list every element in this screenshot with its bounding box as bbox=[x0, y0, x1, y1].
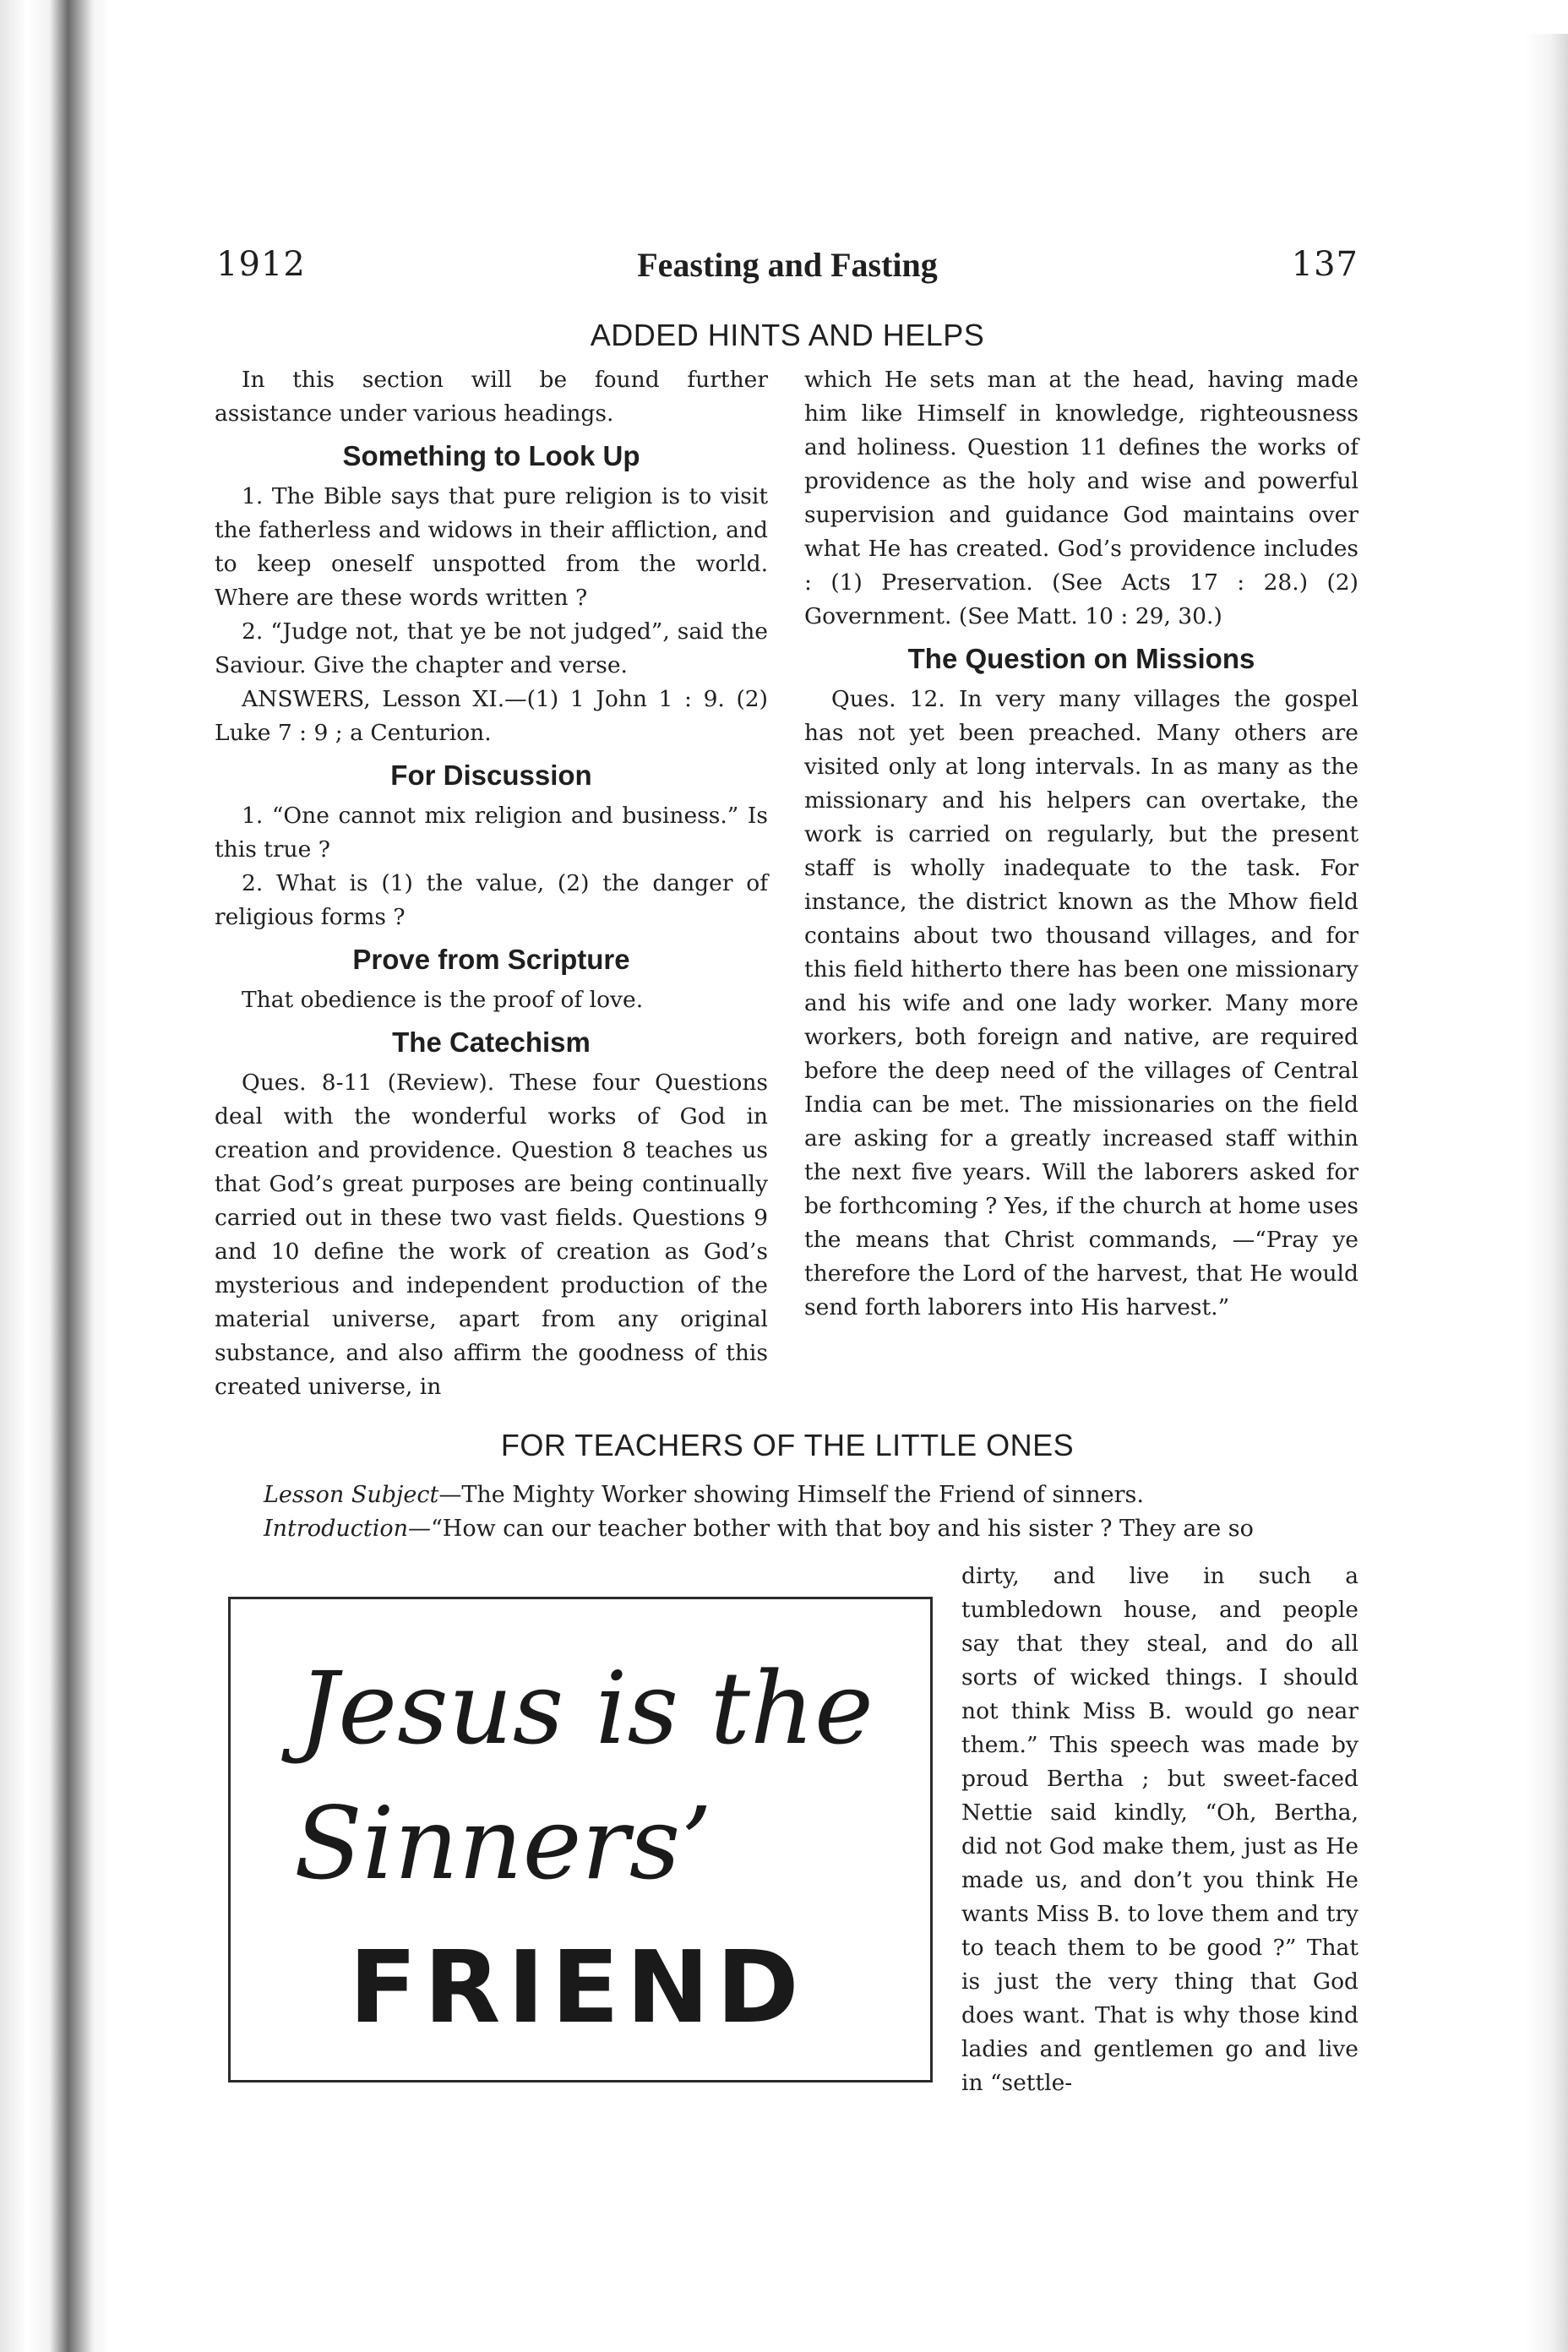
lesson-subject-label: Lesson Subject bbox=[264, 1482, 439, 1508]
page bbox=[110, 0, 1526, 2352]
left-column bbox=[215, 363, 768, 1404]
introduction-label: Introduction bbox=[264, 1516, 408, 1542]
blackboard-svg bbox=[231, 1599, 930, 2080]
section-title-little-ones: FOR TEACHERS OF THE LITTLE ONES bbox=[500, 1428, 1075, 1462]
page-year: 1912 bbox=[216, 245, 306, 284]
lesson-subject-line bbox=[215, 1478, 1358, 1512]
heading-catechism: The Catechism bbox=[392, 1026, 591, 1058]
running-title: Feasting and Fasting bbox=[637, 246, 938, 284]
section-title-hints: ADDED HINTS AND HELPS bbox=[590, 318, 985, 352]
heading-discussion: For Discussion bbox=[390, 760, 592, 791]
catechism-paragraph: Ques. 8-11 (Review). These four Questions deal with the wonderful works of God in creation and providence. Question 8 teaches us that God’s great purposes are being continually carried out in these two vast fields. Questions 9 and 10 define the work of creation as God’s mysterious and independent production of the material universe, apart from any original substance, and also affirm the goodness of this created universe, in bbox=[215, 1070, 768, 1400]
page-number: 137 bbox=[1291, 245, 1358, 284]
catechism-paragraph-continued: which He sets man at the head, having made him like Himself in knowledge, righteousness and holiness. Question 11 defines the works of providence as the holy and wise and powerful supervision and guidance God maintains over what He has created. God’s providence includes : (1) Preservation. (See Acts 17 : 28.) (2) Government. (See Matt. 10 : 29, 30.) bbox=[804, 367, 1358, 629]
book-gutter bbox=[0, 0, 110, 2352]
lesson-subject-text: —The Mighty Worker showing Himself the Friend of sinners. bbox=[438, 1482, 1144, 1508]
prove-paragraph: That obedience is the proof of love. bbox=[242, 987, 644, 1013]
discussion-item-1: 1. “One cannot mix religion and business.” Is this true ? bbox=[215, 803, 768, 863]
running-head bbox=[216, 245, 1358, 296]
blackboard-frame bbox=[228, 1597, 933, 2082]
missions-paragraph: Ques. 12. In very many villages the gospel has not yet been preached. Many others are visited only at long intervals. In as many as the missionary and his helpers can overtake, the work is carried on regularly, but the present staff is wholly inadequate to the task. For instance, the district known as the Mhow field contains about two thousand villages, and for this field hitherto there has been one missionary and his wife and one lady worker. Many more workers, both foreign and native, are required before the deep need of the villages of Central India can be met. The missionaries on the field are asking for a greatly increased staff within the next five years. Will the laborers asked for be forthcoming ? Yes, if the church at home uses the means that Christ commands, —“Pray ye therefore the Lord of the harvest, that He would send forth laborers into His harvest.” bbox=[804, 686, 1358, 1320]
introduction-lead: —“How can our teacher bother with that boy and his sister ? They are so bbox=[408, 1516, 1254, 1542]
introduction-continued: dirty, and live in such a tumbledown house, and people say that they steal, and do all sorts of wicked things. I should not think Miss B. would go near them.” This speech was made by proud Bertha ; but sweet-faced Nettie said kindly, “Oh, Bertha, did not God make them, just as He made us, and don’t you think He wants Miss B. to love them and try to teach them to be good ?” That is just the very thing that God does want. That is why those kind ladies and gentlemen go and live in “settle- bbox=[961, 1563, 1358, 2096]
look-up-item-1: 1. The Bible says that pure religion is to visit the fatherless and widows in their affliction, and to keep oneself unspotted from the world. Where are these words written ? bbox=[215, 483, 768, 611]
intro-paragraph: In this section will be found further assistance under various headings. bbox=[215, 367, 768, 427]
blackboard-line-2: Sinners’ bbox=[294, 1785, 712, 1902]
page-edge bbox=[1526, 34, 1568, 2352]
answers-paragraph: ANSWERS, Lesson XI.—(1) 1 John 1 : 9. (2) Luke 7 : 9 ; a Centurion. bbox=[215, 686, 768, 746]
blackboard-line-3: FRIEND bbox=[349, 1929, 806, 2045]
blackboard-line-1: Jesus is the bbox=[298, 1650, 874, 1767]
discussion-item-2: 2. What is (1) the value, (2) the danger of religious forms ? bbox=[215, 870, 768, 930]
heading-missions: The Question on Missions bbox=[907, 643, 1255, 674]
introduction-line bbox=[215, 1512, 1358, 1546]
heading-look-up: Something to Look Up bbox=[342, 440, 640, 471]
lesson-intro bbox=[215, 1478, 1358, 1546]
heading-prove: Prove from Scripture bbox=[352, 944, 630, 975]
look-up-item-2: 2. “Judge not, that ye be not judged”, said the Saviour. Give the chapter and verse. bbox=[215, 618, 768, 678]
right-column bbox=[804, 363, 1358, 1325]
